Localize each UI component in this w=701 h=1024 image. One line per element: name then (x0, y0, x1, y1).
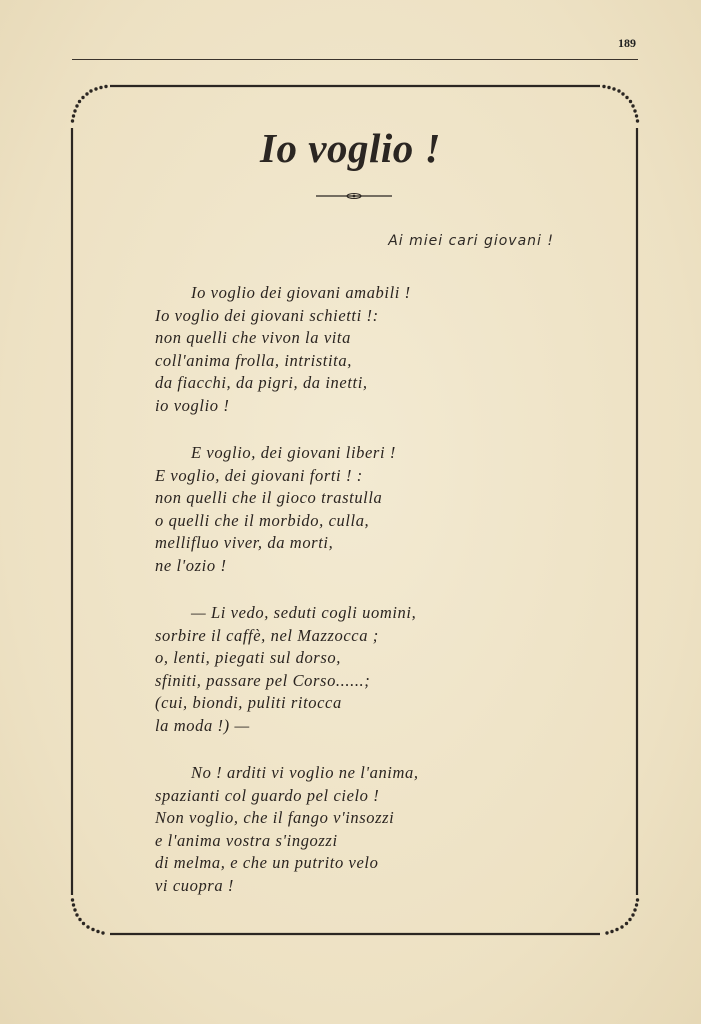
poem-line: No ! arditi vi voglio ne l'anima, (191, 763, 419, 782)
title-ornament (316, 190, 392, 202)
stanza (155, 762, 535, 897)
poem-line: — Li vedo, seduti cogli uomini, (191, 603, 417, 622)
stanza (155, 602, 535, 737)
poem-line: di melma, e che un putrito velo (155, 853, 379, 872)
poem-line: la moda !) — (155, 715, 250, 735)
poem-line: spazianti col guardo pel cielo ! (155, 785, 380, 805)
poem-line: e l'anima vostra s'ingozzi (155, 830, 338, 850)
poem-line: Io voglio dei giovani schietti !: (155, 305, 379, 325)
poem-line: (cui, biondi, puliti ritocca (155, 693, 342, 712)
stanza (155, 442, 535, 577)
poem-line: E voglio, dei giovani forti ! : (155, 465, 363, 485)
poem-line: E voglio, dei giovani liberi ! (191, 443, 396, 462)
poem-line: Io voglio dei giovani amabili ! (191, 283, 411, 302)
poem-line: io voglio ! (155, 395, 230, 415)
stanza (155, 282, 535, 417)
poem-line: Non voglio, che il fango v'insozzi (155, 808, 395, 827)
poem-line: coll'anima frolla, intristita, (155, 350, 352, 370)
page-number: 189 (618, 36, 636, 50)
poem-line: vi cuopra ! (155, 875, 234, 895)
poem-line: non quelli che vivon la vita (155, 328, 351, 347)
poem-line: sorbire il caffè, nel Mazzocca ; (155, 625, 379, 645)
poem-title: Io voglio ! (260, 125, 441, 171)
poem-line: o quelli che il morbido, culla, (155, 510, 370, 530)
poem-line: non quelli che il gioco trastulla (155, 488, 383, 507)
poem-line: ne l'ozio ! (155, 555, 227, 575)
poem-line: o, lenti, piegati sul dorso, (155, 648, 341, 667)
poem-line: da fiacchi, da pigri, da inetti, (155, 373, 368, 392)
poem-line: sfiniti, passare pel Corso......; (155, 670, 371, 690)
poem-line: mellifluo viver, da morti, (155, 533, 334, 552)
dedication: Ai miei cari giovani ! (388, 233, 554, 249)
poem-body (155, 282, 535, 922)
